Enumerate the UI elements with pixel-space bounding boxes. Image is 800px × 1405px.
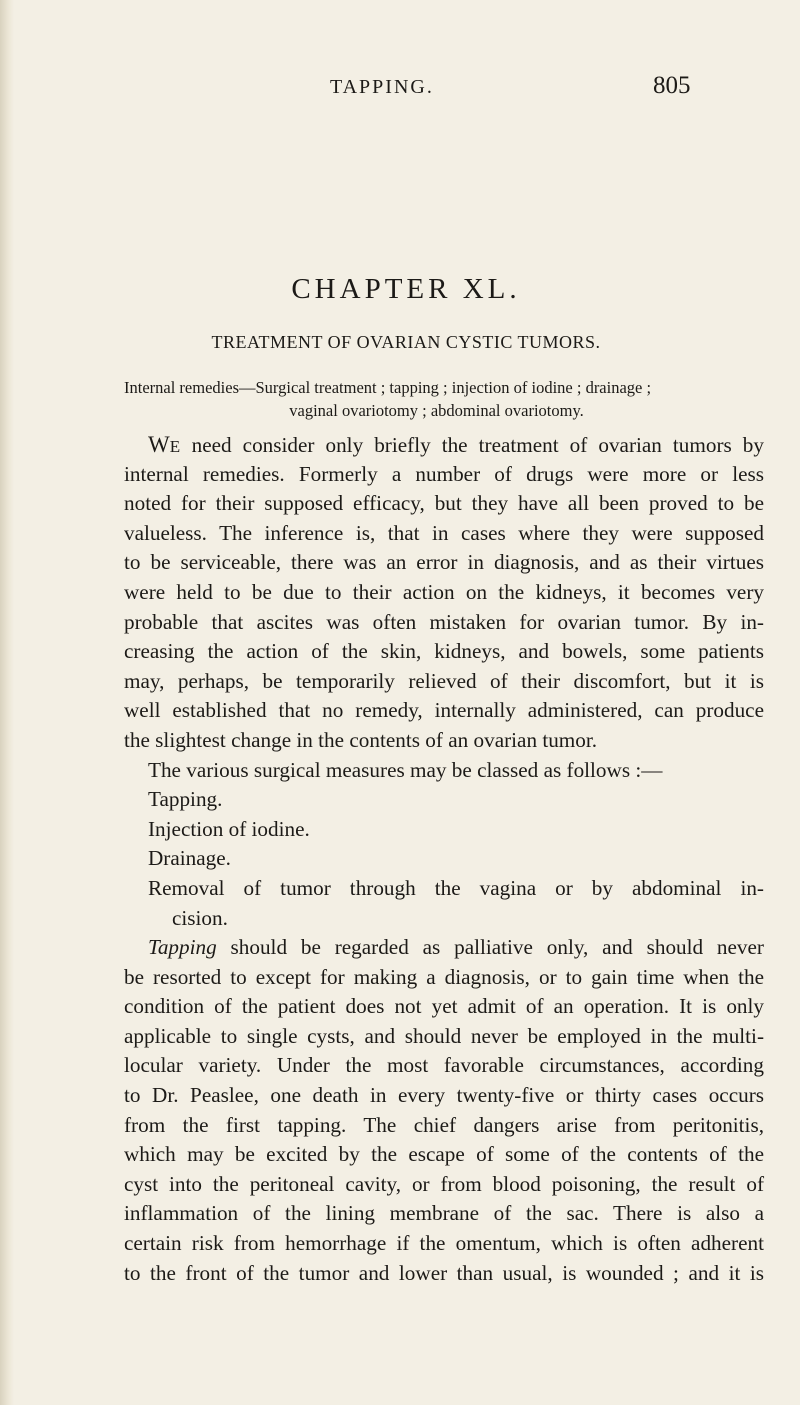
text-line: certain risk from hemorrhage if the omentum, which is often adherent: [124, 1231, 764, 1256]
text-line: noted for their supposed efficacy, but they have all been proved to be: [124, 491, 764, 516]
text-line: probable that ascites was often mistaken for ovarian tumor. By in-: [124, 609, 764, 634]
page-number: 805: [653, 72, 691, 99]
text-run: should be regarded as palliative only, and should never: [216, 935, 764, 960]
running-title: TAPPING.: [330, 76, 434, 98]
text-line: cyst into the peritoneal cavity, or from blood poisoning, the result of: [124, 1171, 764, 1196]
list-item: Injection of iodine.: [148, 816, 310, 841]
body-text: [124, 430, 764, 1288]
text-run: need consider only briefly the treatment of ovarian tumors by: [180, 433, 764, 457]
chapter-synopsis: [124, 376, 749, 422]
list-item-continuation: cision.: [172, 905, 228, 930]
small-caps-text: E: [169, 437, 181, 456]
text-line: well established that no remedy, internally administered, can produce: [124, 698, 764, 723]
text-line: be resorted to except for making a diagnosis, or to gain time when the: [124, 964, 764, 989]
running-head: [0, 72, 800, 102]
drop-cap: W: [148, 432, 170, 457]
paragraph-1-first-line: [124, 430, 764, 460]
text-line: locular variety. Under the most favorable circumstances, according: [124, 1053, 764, 1078]
text-line: applicable to single cysts, and should never be employed in the multi-: [124, 1023, 764, 1048]
paragraph-2-intro: The various surgical measures may be classed as follows :—: [148, 757, 663, 782]
synopsis-line: Internal remedies—Surgical treatment ; tapping ; injection of iodine ; drainage ;: [124, 378, 652, 397]
list-item: Removal of tumor through the vagina or by abdominal in-: [148, 875, 764, 900]
text-line: internal remedies. Formerly a number of drugs were more or less: [124, 461, 764, 486]
paragraph-3-first-line: [124, 933, 764, 963]
list-item: Drainage.: [148, 846, 231, 871]
text-line: may, perhaps, be temporarily relieved of their discomfort, but it is: [124, 668, 764, 693]
synopsis-line: vaginal ovariotomy ; abdominal ovariotomy.: [289, 401, 584, 420]
text-line: which may be excited by the escape of some of the contents of the: [124, 1142, 764, 1167]
text-line: to be serviceable, there was an error in diagnosis, and as their virtues: [124, 550, 764, 575]
text-line: creasing the action of the skin, kidneys, and bowels, some patients: [124, 639, 764, 664]
text-line: inflammation of the lining membrane of the sac. There is also a: [124, 1201, 764, 1226]
text-line: the slightest change in the contents of an ovarian tumor.: [124, 727, 598, 752]
text-line: to the front of the tumor and lower than usual, is wounded ; and it is: [124, 1260, 764, 1285]
page-gutter-shadow: [0, 0, 14, 1405]
text-line: were held to be due to their action on the kidneys, it becomes very: [124, 579, 764, 604]
text-line: to Dr. Peaslee, one death in every twenty-five or thirty cases occurs: [124, 1083, 764, 1108]
list-item: Tapping.: [148, 787, 223, 812]
chapter-title: CHAPTER XL.: [291, 273, 521, 305]
text-line: valueless. The inference is, that in cases where they were supposed: [124, 520, 764, 545]
chapter-subtitle: TREATMENT OF OVARIAN CYSTIC TUMORS.: [211, 332, 601, 352]
italic-term: Tapping: [148, 935, 217, 960]
text-line: from the first tapping. The chief dangers arise from peritonitis,: [124, 1112, 764, 1137]
text-line: condition of the patient does not yet admit of an operation. It is only: [124, 994, 764, 1019]
